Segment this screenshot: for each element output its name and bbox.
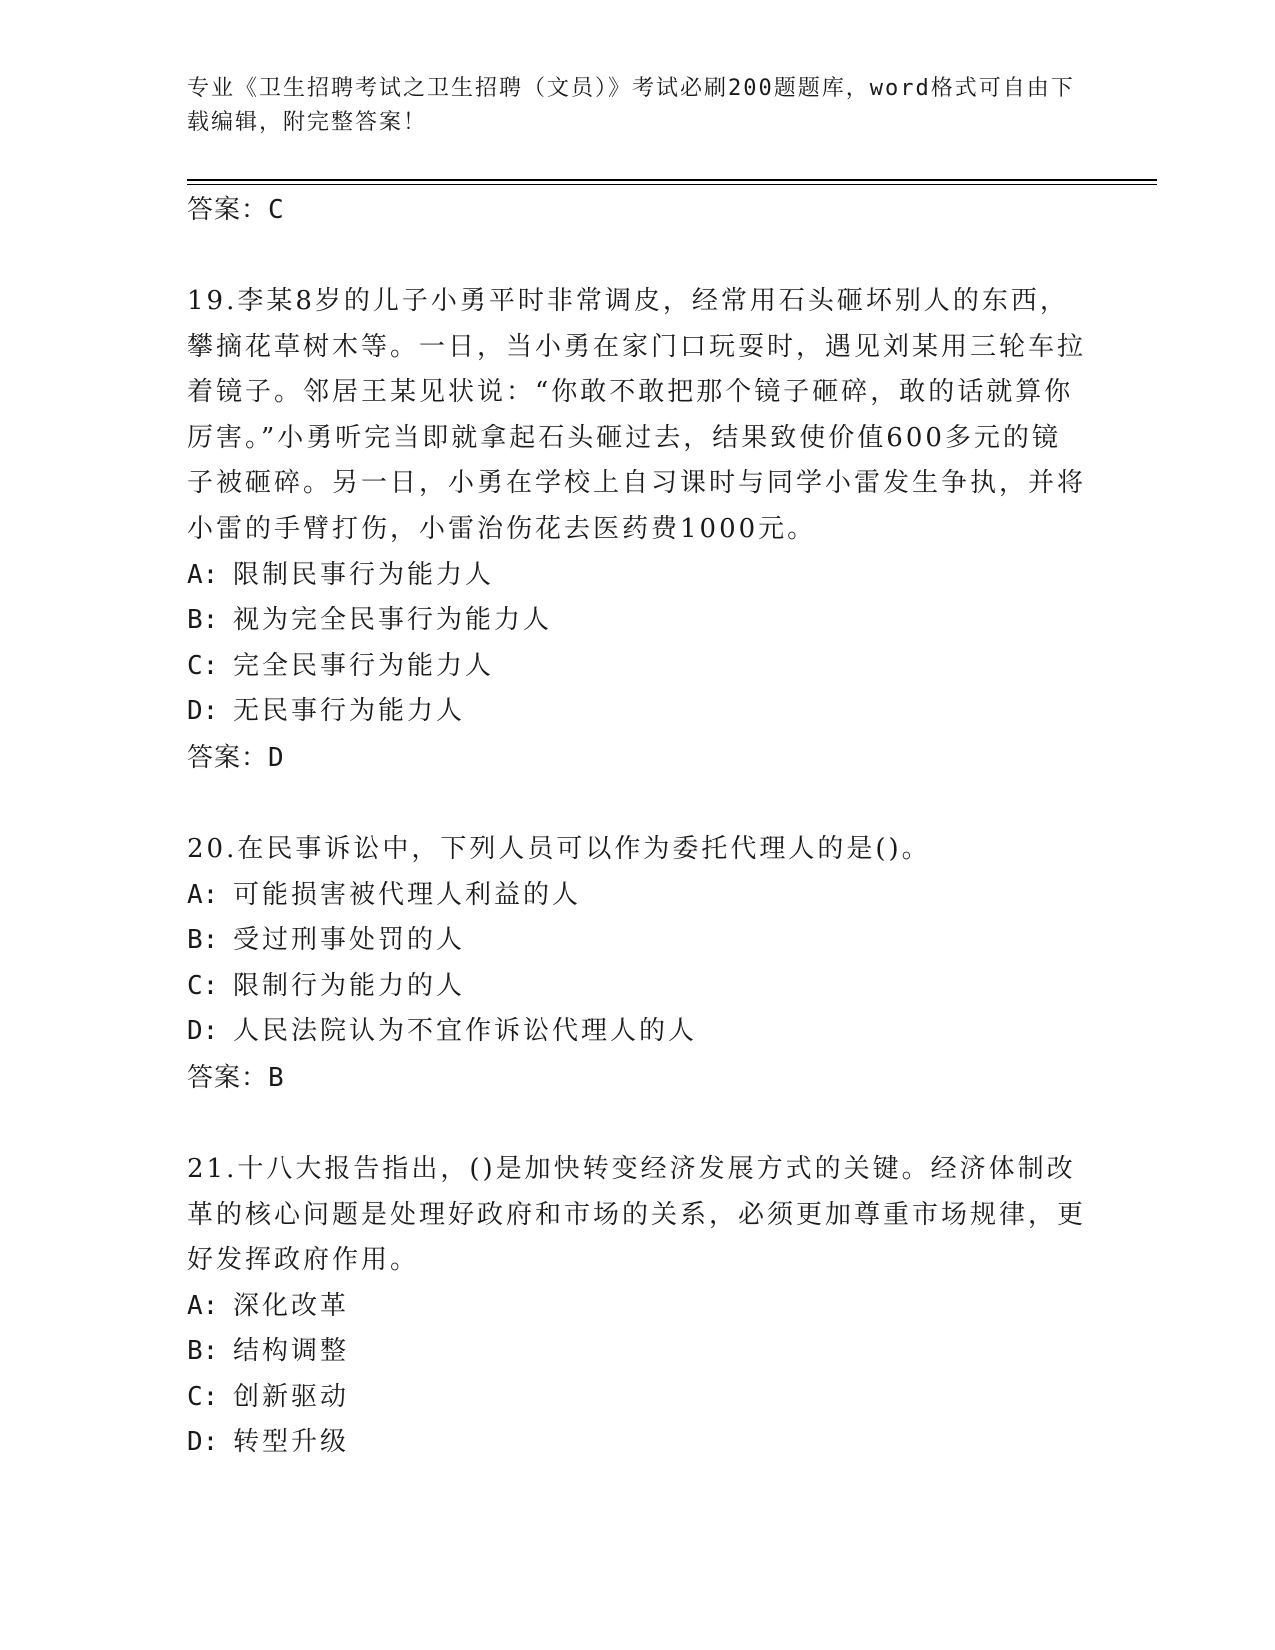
document-body bbox=[187, 187, 1087, 1466]
option-letter: D: bbox=[187, 696, 219, 727]
option-text: 视为完全民事行为能力人 bbox=[233, 605, 553, 636]
answer-value: B bbox=[268, 1062, 285, 1093]
header-rule-thin bbox=[187, 184, 1157, 185]
option-a bbox=[187, 553, 1087, 599]
answer-label: 答案： bbox=[187, 195, 269, 225]
option-d bbox=[187, 689, 1087, 735]
answer-label: 答案： bbox=[187, 1062, 269, 1093]
option-c bbox=[187, 1375, 1087, 1421]
answer-value: C bbox=[268, 195, 285, 225]
option-letter: A: bbox=[187, 559, 219, 590]
answer-line bbox=[187, 1055, 1087, 1101]
option-a bbox=[187, 873, 1087, 919]
option-letter: C: bbox=[187, 650, 219, 681]
option-letter: D: bbox=[187, 1427, 219, 1458]
option-text: 深化改革 bbox=[233, 1290, 350, 1321]
option-c bbox=[187, 964, 1087, 1010]
option-b bbox=[187, 1329, 1087, 1375]
option-text: 转型升级 bbox=[233, 1427, 350, 1458]
option-text: 结构调整 bbox=[233, 1336, 350, 1367]
option-b bbox=[187, 918, 1087, 964]
option-d bbox=[187, 1420, 1087, 1466]
answer-line bbox=[187, 735, 1087, 781]
option-a bbox=[187, 1284, 1087, 1330]
option-letter: A: bbox=[187, 1290, 219, 1321]
header-rule-thick bbox=[187, 179, 1157, 181]
option-letter: A: bbox=[187, 879, 219, 910]
question-text: 19.李某8岁的儿子小勇平时非常调皮，经常用石头砸坏别人的东西，攀摘花草树木等。一日，当小勇在家门口玩耍时，遇见刘某用三轮车拉着镜子。邻居王某见状说：“你敢不敢把那个镜子砸碎，敢的话就算你厉害。”小勇听完当即就拿起石头砸过去，结果致使价值600多元的镜子被砸碎。另一日，小勇在学校上自习课时与同学小雷发生争执，并将小雷的手臂打伤，小雷治伤花去医药费1000元。 bbox=[187, 286, 1087, 544]
option-letter: C: bbox=[187, 970, 219, 1001]
question-21 bbox=[187, 1147, 1087, 1466]
option-text: 受过刑事处罚的人 bbox=[233, 925, 466, 956]
answer-label: 答案： bbox=[187, 742, 269, 773]
document-header: 专业《卫生招聘考试之卫生招聘（文员）》考试必刷200题题库，word格式可自由下载编辑，附完整答案！ bbox=[187, 76, 1075, 135]
option-d bbox=[187, 1009, 1087, 1055]
option-text: 创新驱动 bbox=[233, 1381, 350, 1412]
option-letter: B: bbox=[187, 925, 219, 956]
option-letter: D: bbox=[187, 1016, 219, 1047]
question-text: 21.十八大报告指出，()是加快转变经济发展方式的关键。经济体制改革的核心问题是处理好政府和市场的关系，必须更加尊重市场规律，更好发挥政府作用。 bbox=[187, 1153, 1087, 1276]
option-text: 可能损害被代理人利益的人 bbox=[233, 879, 582, 910]
option-c bbox=[187, 644, 1087, 690]
previous-answer bbox=[187, 187, 1087, 233]
answer-value: D bbox=[268, 742, 285, 773]
question-text: 20.在民事诉讼中，下列人员可以作为委托代理人的是()。 bbox=[187, 833, 931, 864]
option-text: 限制行为能力的人 bbox=[233, 970, 466, 1001]
question-20 bbox=[187, 827, 1087, 1101]
option-letter: B: bbox=[187, 605, 219, 636]
question-19 bbox=[187, 279, 1087, 781]
option-letter: B: bbox=[187, 1336, 219, 1367]
option-text: 人民法院认为不宜作诉讼代理人的人 bbox=[233, 1016, 698, 1047]
option-text: 无民事行为能力人 bbox=[233, 696, 466, 727]
option-b bbox=[187, 598, 1087, 644]
option-text: 完全民事行为能力人 bbox=[233, 650, 495, 681]
option-text: 限制民事行为能力人 bbox=[233, 559, 495, 590]
option-letter: C: bbox=[187, 1381, 219, 1412]
